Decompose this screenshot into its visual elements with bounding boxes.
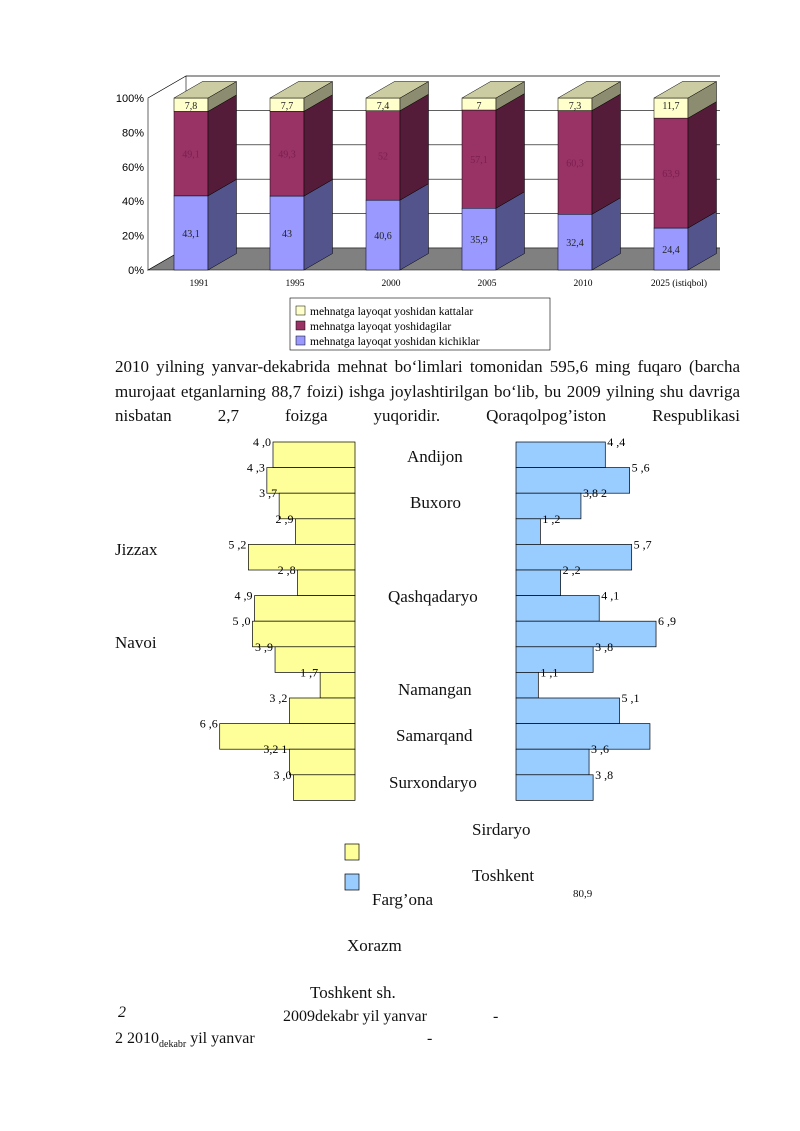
chart2-label-2010: 3 ,8 — [595, 767, 614, 782]
chart2-legend-swatch-2010 — [345, 874, 359, 890]
chart1-x-tick-label: 2010 — [573, 279, 593, 289]
footer-dash-2: - — [427, 1030, 433, 1047]
chart2-label-2010: 5 ,1 — [621, 691, 640, 705]
region-label-toshkent: Toshkent — [472, 866, 535, 885]
employment-regions-chart — [0, 430, 800, 910]
chart1-y-tick-label: 40% — [121, 196, 144, 209]
chart1-data-label: 11,7 — [662, 101, 680, 112]
chart1-x-tick-label: 2025 (istiqbol) — [650, 279, 708, 289]
footer-dash-1: - — [493, 1008, 499, 1025]
chart2-bar-2010 — [516, 621, 656, 647]
region-label-andijon: Andijon — [407, 447, 463, 466]
chart1-data-label: 35,9 — [470, 235, 488, 247]
chart1-legend-label: mehnatga layoqat yoshidagilar — [310, 321, 452, 333]
footer-line-2009: 2009dekabr yil yanvar — [283, 1008, 427, 1025]
chart2-bar-2009 — [255, 596, 355, 622]
chart2-label-2009: 6 ,6 — [199, 716, 218, 731]
chart2-label-2010: 2 ,2 — [562, 563, 581, 577]
chart2-bar-2009 — [320, 672, 355, 698]
chart1-legend-swatch — [296, 321, 305, 330]
footer-2010-sub: dekabr — [159, 1039, 187, 1051]
chart2-label-2010: 3 ,6 — [591, 742, 610, 757]
region-label-navoi: Navoi — [115, 633, 157, 652]
chart2-bar-2010 — [516, 724, 650, 750]
chart1-data-label: 7,4 — [376, 101, 390, 112]
chart1-bar-side — [400, 94, 429, 200]
chart1-data-label: 32,4 — [566, 238, 584, 250]
chart1-bar-side — [592, 94, 621, 214]
chart2-bar-2009 — [267, 468, 355, 494]
region-label-toshkent-sh: Toshkent sh. — [310, 983, 396, 1002]
chart1-y-tick-label: 20% — [121, 230, 144, 243]
chart2-label-2010: 4 ,4 — [607, 435, 626, 449]
chart1-data-label: 40,6 — [374, 231, 392, 243]
chart1-data-label: 49,3 — [278, 149, 296, 161]
chart2-bar-2010 — [516, 468, 630, 494]
chart2-bar-2010 — [516, 442, 605, 468]
chart1-bar-side — [496, 94, 525, 209]
chart1-legend-swatch — [296, 306, 305, 315]
region-label-buxoro: Buxoro — [410, 493, 461, 512]
chart2-label-2009: 2 ,9 — [275, 511, 294, 526]
chart1-data-label: 60,3 — [566, 158, 584, 170]
region-label-xorazm: Xorazm — [347, 936, 402, 955]
chart1-legend-swatch — [296, 336, 305, 345]
chart2-label-2009: 1 ,7 — [300, 665, 319, 680]
chart1-x-tick-label: 2000 — [381, 279, 401, 289]
footnote-marker: 2 — [118, 1004, 126, 1021]
chart2-label-2009: 4 ,3 — [246, 460, 265, 475]
chart1-y-tick-label: 60% — [121, 161, 144, 174]
chart2-bar-2009 — [273, 442, 355, 468]
chart2-bar-2010 — [516, 775, 593, 801]
chart2-label-2009: 4 ,0 — [253, 435, 271, 449]
chart2-bar-2010 — [516, 596, 599, 622]
chart2-bar-2010 — [516, 698, 620, 724]
footer-2010-prefix: 2 2010 — [115, 1030, 159, 1047]
chart2-label-2010: 5 ,7 — [633, 537, 652, 552]
chart2-label-2009: 3,2 1 — [263, 742, 288, 757]
chart2-bar-2009 — [298, 570, 355, 596]
region-label-namangan: Namangan — [398, 680, 472, 699]
chart1-data-label: 43 — [282, 229, 292, 241]
chart2-label-2009: 3 ,7 — [259, 486, 278, 501]
chart1-x-tick-label: 1995 — [285, 279, 305, 289]
chart2-label-2009: 2 ,8 — [277, 563, 296, 577]
chart2-label-2010: 6 ,9 — [658, 614, 677, 629]
region-label-fargona: Farg’ona — [372, 890, 434, 909]
chart2-bar-2009 — [248, 544, 355, 570]
chart2-legend-swatch-2009 — [345, 844, 359, 860]
footer-2010-suffix: yil yanvar — [186, 1030, 255, 1047]
chart1-data-label: 43,1 — [182, 228, 200, 240]
chart1-data-label: 63,9 — [662, 169, 680, 181]
chart2-bar-2009 — [289, 749, 355, 775]
chart2-label-2010: 5 ,6 — [631, 460, 650, 475]
chart1-data-label: 7,8 — [184, 101, 198, 112]
chart1-data-label: 7 — [476, 101, 482, 112]
chart2-label-2009: 4 ,9 — [234, 588, 253, 603]
chart1-data-label: 24,4 — [662, 245, 680, 257]
stray-value-label: 80,9 — [573, 888, 593, 900]
chart2-bar-2009 — [296, 519, 355, 545]
chart2-label-2010: 3,8 2 — [582, 486, 607, 501]
age-structure-chart — [100, 70, 720, 360]
chart2-label-2010: 4 ,1 — [601, 588, 620, 603]
chart1-data-label: 52 — [378, 151, 388, 163]
region-label-samarqand: Samarqand — [396, 726, 473, 745]
chart1-data-label: 7,7 — [280, 101, 294, 112]
chart1-legend-label: mehnatga layoqat yoshidan kattalar — [310, 306, 474, 318]
chart1-y-tick-label: 0% — [128, 265, 144, 277]
chart2-bar-2010 — [516, 749, 589, 775]
chart1-data-label: 7,3 — [568, 101, 582, 112]
chart2-bar-2010 — [516, 672, 538, 698]
chart2-label-2009: 5 ,2 — [228, 537, 247, 552]
chart1-bar-side — [304, 95, 333, 196]
chart1-data-label: 49,1 — [182, 149, 200, 161]
chart1-data-label: 57,1 — [470, 155, 488, 167]
region-label-jizzax: Jizzax — [115, 540, 158, 559]
body-paragraph: 2010 yilning yanvar-dekabrida mehnat bo‘limlari tomonidan 595,6 ming fuqaro (barcha murojaat etganlarning 88,7 foizi) ishga joylashtirilgan bo‘lib, bu 2009 yilning shu davriga nisbatan 2,7 foizga yuqoridir. Qoraqolpog’iston Respublikasi — [115, 357, 740, 425]
chart2-legend — [345, 844, 359, 890]
chart1-x-tick-label: 1991 — [189, 279, 209, 289]
region-label-sirdaryo: Sirdaryo — [472, 820, 531, 839]
chart2-label-2009: 3 ,0 — [273, 767, 292, 782]
region-label-qashqadaryo: Qashqadaryo — [388, 587, 478, 606]
footer-line-2010 — [115, 1030, 255, 1050]
chart2-label-2009: 3 ,9 — [255, 639, 274, 654]
chart1-y-tick-label: 100% — [115, 93, 144, 105]
chart2-label-2009: 5 ,0 — [232, 614, 251, 629]
chart2-bar-2009 — [294, 775, 356, 801]
chart1-x-tick-label: 2005 — [477, 279, 497, 289]
chart2-label-2010: 3 ,8 — [595, 639, 614, 654]
chart2-label-2010: 1 ,2 — [542, 511, 561, 526]
chart2-label-2010: 1 ,1 — [540, 665, 559, 680]
chart2-label-2009: 3 ,2 — [269, 691, 288, 705]
chart1-y-tick-label: 80% — [121, 127, 144, 140]
chart2-bar-2009 — [289, 698, 355, 724]
chart1-bar-side — [688, 102, 717, 228]
chart1-bars — [174, 82, 717, 271]
region-label-surxondaryo: Surxondaryo — [389, 773, 477, 792]
chart1-bar-side — [208, 95, 237, 196]
chart1-legend — [290, 298, 550, 350]
chart2-bar-2010 — [516, 570, 561, 596]
chart2-bar-2010 — [516, 519, 540, 545]
chart1-legend-label: mehnatga layoqat yoshidan kichiklar — [310, 336, 480, 348]
